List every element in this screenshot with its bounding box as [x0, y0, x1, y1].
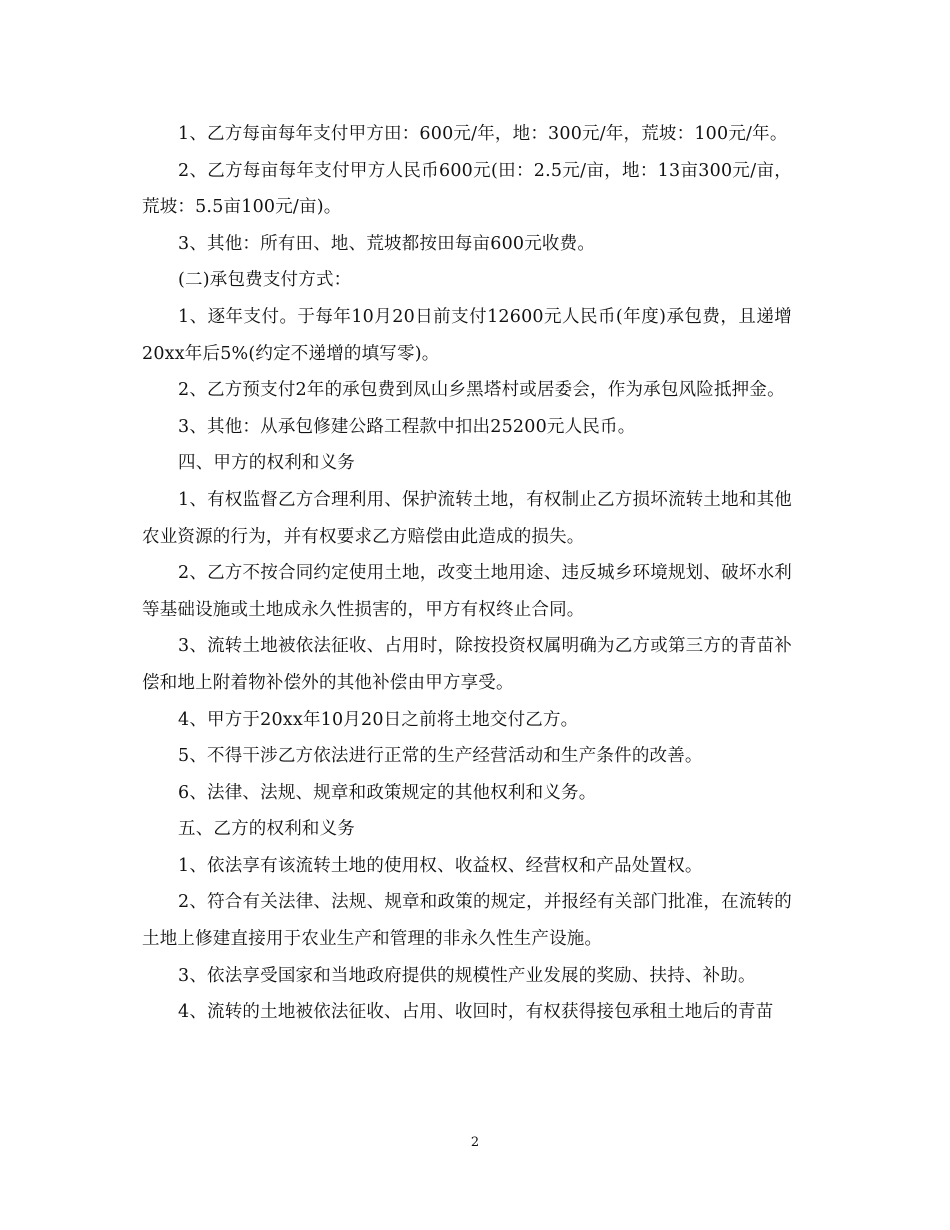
- paragraph-fee-rates: 1、乙方每亩每年支付甲方田：600元/年，地：300元/年，荒坡：100元/年。: [178, 124, 788, 144]
- paragraph-b-right-3: 3、依法享受国家和当地政府提供的规模性产业发展的奖励、扶持、补助。: [178, 965, 756, 986]
- paragraph-deduction: 3、其他：从承包修建公路工程款中扣出25200元人民币。: [178, 416, 636, 437]
- section-payment-method: (二)承包费支付方式：: [178, 270, 352, 291]
- paragraph-a-right-5: 5、不得干涉乙方依法进行正常的生产经营活动和生产条件的改善。: [178, 746, 703, 767]
- paragraph-b-right-2: 2、符合有关法律、法规、规章和政策的规定，并报经有关部门批准，在流转的土地上修建直接用于农业生产和管理的非永久性生产设施。: [142, 892, 792, 950]
- paragraph-a-right-1: 1、有权监督乙方合理利用、保护流转土地，有权制止乙方损坏流转土地和其他农业资源的行为，并有权要求乙方赔偿由此造成的损失。: [142, 489, 792, 547]
- paragraph-b-right-1: 1、依法享有该流转土地的使用权、收益权、经营权和产品处置权。: [178, 855, 703, 876]
- document-body: [142, 116, 792, 1031]
- paragraph-fee-rmb: 2、乙方每亩每年支付甲方人民币600元(田：2.5元/亩，地：13亩300元/亩，荒坡：5.5亩100元/亩)。: [142, 160, 792, 218]
- paragraph-fee-other: 3、其他：所有田、地、荒坡都按田每亩600元收费。: [178, 233, 596, 254]
- section-party-a-rights: 四、甲方的权利和义务: [178, 453, 355, 474]
- paragraph-a-right-6: 6、法律、法规、规章和政策规定的其他权利和义务。: [178, 782, 597, 803]
- page-number: 2: [470, 1135, 480, 1150]
- paragraph-annual-payment: 1、逐年支付。于每年10月20日前支付12600元人民币(年度)承包费，且递增20xx年后5%(约定不递增的填写零)。: [142, 306, 792, 364]
- paragraph-b-right-4: 4、流转的土地被依法征收、占用、收回时，有权获得接包承租土地后的青苗: [178, 1002, 774, 1023]
- paragraph-a-right-4: 4、甲方于20xx年10月20日之前将土地交付乙方。: [178, 709, 579, 730]
- paragraph-deposit: 2、乙方预支付2年的承包费到凤山乡黑塔村或居委会，作为承包风险抵押金。: [178, 380, 785, 401]
- section-party-b-rights: 五、乙方的权利和义务: [178, 819, 355, 840]
- paragraph-a-right-3: 3、流转土地被依法征收、占用时，除按投资权属明确为乙方或第三方的青苗补偿和地上附着物补偿外的其他补偿由甲方享受。: [142, 636, 792, 693]
- paragraph-a-right-2: 2、乙方不按合同约定使用土地，改变土地用途、违反城乡环境规划、破坏水利等基础设施或土地成永久性损害的，甲方有权终止合同。: [142, 563, 792, 620]
